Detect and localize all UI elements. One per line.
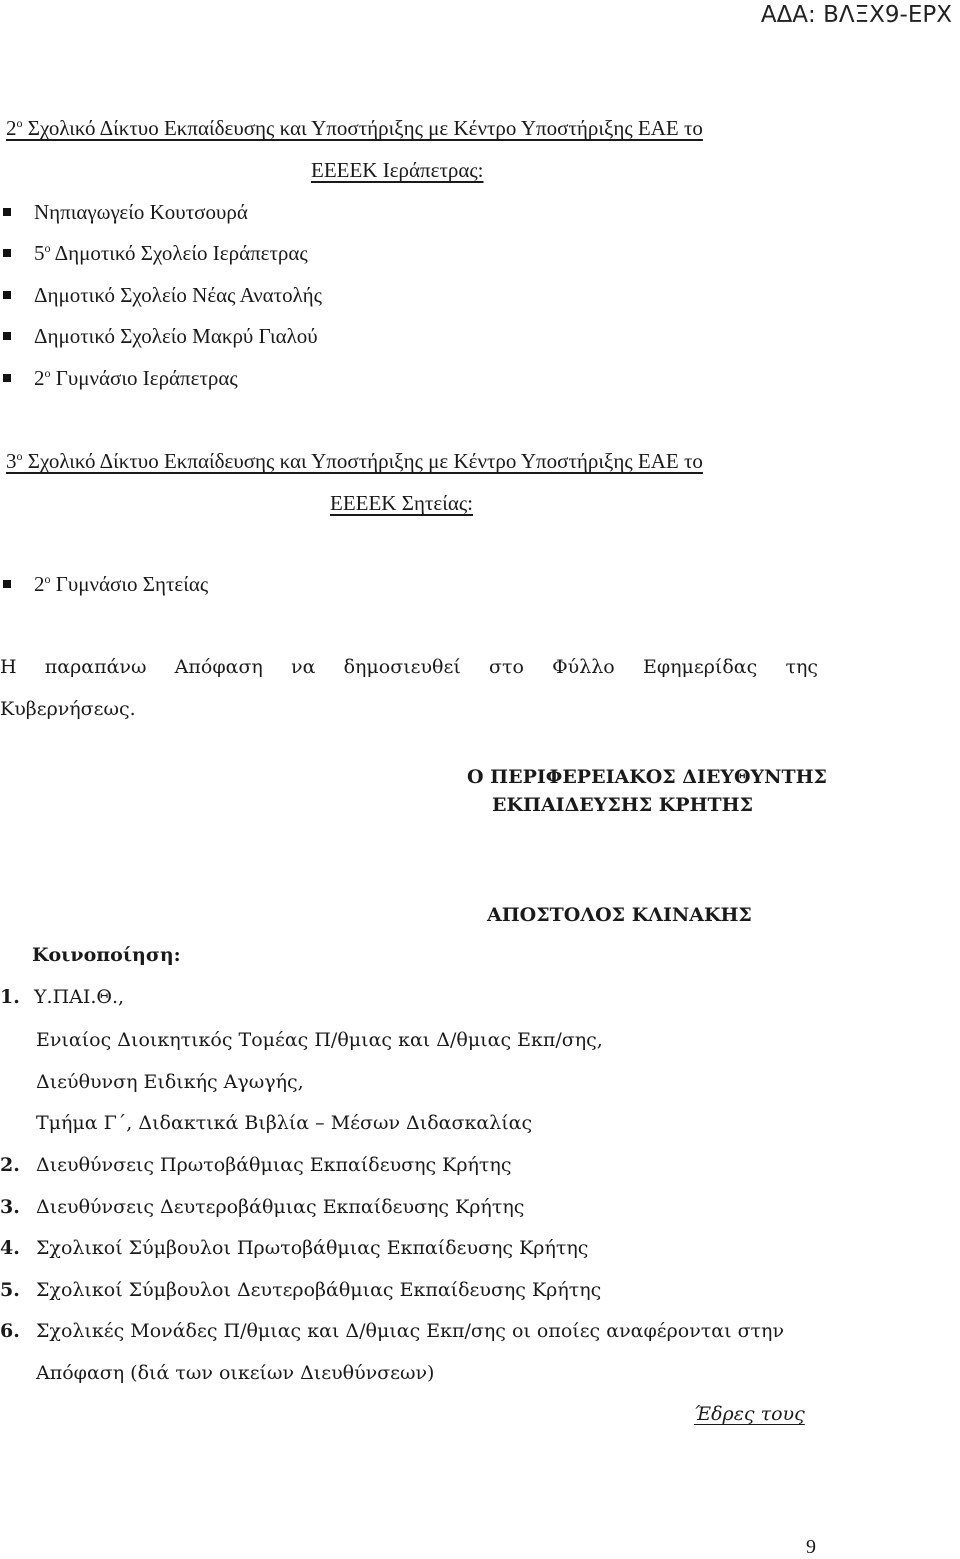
network-3-title <box>6 449 820 474</box>
page-number: 9 <box>806 1536 816 1558</box>
list-item-text: Σχολικές Μονάδες Π/θμιας και Δ/θμιας Εκπ/σης οι οποίες αναφέρονται στην <box>36 1320 784 1342</box>
network-2-ordinal: ο <box>16 116 23 130</box>
list-item-number: 5. <box>0 1279 20 1301</box>
list-item-number: 2. <box>0 1154 20 1176</box>
list-item-text: Νηπιαγωγείο Κουτσουρά <box>34 200 248 224</box>
network-3-number: 3 <box>6 449 17 473</box>
network-3-title-line2: ΕΕΕΕΚ Σητείας: <box>330 491 473 515</box>
publication-word: Απόφαση <box>174 656 263 678</box>
publication-word: δημοσιευθεί <box>343 656 461 678</box>
publication-word: Φύλλο <box>552 656 615 678</box>
square-bullet-icon <box>3 208 11 216</box>
list-item-text: Ενιαίος Διοικητικός Τομέας Π/θμιας και Δ/θμιας Εκπ/σης, <box>36 1029 603 1051</box>
network-3-ordinal: ο <box>16 449 23 463</box>
square-bullet-icon <box>3 332 11 340</box>
list-item-text: Διευθύνσεις Δευτεροβάθμιας Εκπαίδευσης Κρήτης <box>36 1196 525 1218</box>
list-item-text: Γυμνάσιο Σητείας <box>50 572 209 596</box>
list-item-text: Διευθύνσεις Πρωτοβάθμιας Εκπαίδευσης Κρήτης <box>36 1154 512 1176</box>
list-item-number: 3. <box>0 1196 20 1218</box>
list-item-number: 6. <box>0 1320 20 1342</box>
network-2-number: 2 <box>6 116 17 140</box>
list-item-text: Σχολικοί Σύμβουλοι Δευτεροβάθμιας Εκπαίδευσης Κρήτης <box>36 1279 602 1301</box>
list-item-text: Δημοτικό Σχολείο Μακρύ Γιαλού <box>34 324 318 348</box>
square-bullet-icon <box>3 580 11 588</box>
ada-code: ΑΔΑ: ΒΛΞΧ9-ΕΡΧ <box>760 2 952 28</box>
list-item-ordinal: ο <box>44 366 51 380</box>
list-item-number: 1. <box>0 986 20 1008</box>
signatory-title-line1: Ο ΠΕΡΙΦΕΡΕΙΑΚΟΣ ΔΙΕΥΘΥΝΤΗΣ <box>467 766 827 788</box>
publication-word: της <box>785 656 818 678</box>
network-2-title-line2: ΕΕΕΕΚ Ιεράπετρας: <box>311 158 484 182</box>
list-item-text: Τμήμα Γ΄, Διδακτικά Βιβλία – Μέσων Διδασκαλίας <box>36 1112 533 1134</box>
publication-word: Η <box>0 656 17 678</box>
list-item-text: Γυμνάσιο Ιεράπετρας <box>50 366 238 390</box>
publication-word: Εφημερίδας <box>642 656 758 678</box>
seats-note: Έδρες τους <box>694 1403 805 1425</box>
publication-word: στο <box>488 656 524 678</box>
network-2-title <box>6 116 820 141</box>
list-item-text: Δημοτικό Σχολείο Νέας Ανατολής <box>34 283 322 307</box>
publication-word: να <box>291 656 316 678</box>
list-item-number: 5 <box>34 241 45 265</box>
signatory-title-line2: ΕΚΠΑΙΔΕΥΣΗΣ ΚΡΗΤΗΣ <box>492 794 754 816</box>
list-item-number: 4. <box>0 1237 20 1259</box>
network-2-title-text: Σχολικό Δίκτυο Εκπαίδευσης και Υποστήριξης με Κέντρο Υποστήριξης ΕΑΕ το <box>22 116 703 140</box>
list-item-ordinal: ο <box>44 241 51 255</box>
list-item-ordinal: ο <box>44 572 51 586</box>
square-bullet-icon <box>3 249 11 257</box>
list-item-text: Απόφαση (διά των οικείων Διευθύνσεων) <box>36 1362 435 1384</box>
publication-line1 <box>0 656 818 678</box>
signatory-name: ΑΠΟΣΤΟΛΟΣ ΚΛΙΝΑΚΗΣ <box>487 904 752 926</box>
list-item-number: 2 <box>34 366 45 390</box>
network-3-title-text: Σχολικό Δίκτυο Εκπαίδευσης και Υποστήριξης με Κέντρο Υποστήριξης ΕΑΕ το <box>22 449 703 473</box>
list-item-text: Δημοτικό Σχολείο Ιεράπετρας <box>50 241 308 265</box>
list-item-text: Υ.ΠΑΙ.Θ., <box>34 986 125 1008</box>
square-bullet-icon <box>3 374 11 382</box>
list-item-text: Διεύθυνση Ειδικής Αγωγής, <box>36 1071 304 1093</box>
distribution-heading: Κοινοποίηση: <box>32 944 181 966</box>
publication-word: παραπάνω <box>44 656 147 678</box>
square-bullet-icon <box>3 291 11 299</box>
publication-line2: Κυβερνήσεως. <box>0 698 136 720</box>
list-item-number: 2 <box>34 572 45 596</box>
list-item-text: Σχολικοί Σύμβουλοι Πρωτοβάθμιας Εκπαίδευσης Κρήτης <box>36 1237 589 1259</box>
